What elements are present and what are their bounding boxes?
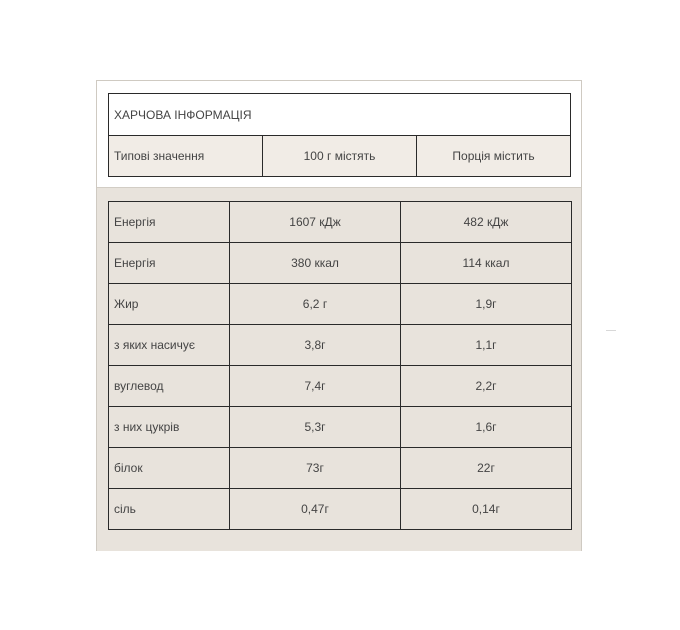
column-header-row xyxy=(109,136,571,177)
column-header-typical-values: Типові значення xyxy=(109,136,263,177)
value-per-100g: 380 ккал xyxy=(230,243,401,284)
value-per-100g: 7,4г xyxy=(230,366,401,407)
divider-mark xyxy=(606,330,616,331)
table-row xyxy=(109,407,572,448)
nutrient-name: з яких насичує xyxy=(109,325,230,366)
table-row xyxy=(109,448,572,489)
value-per-100g: 5,3г xyxy=(230,407,401,448)
nutrient-name: Енергія xyxy=(109,243,230,284)
nutrient-name: білок xyxy=(109,448,230,489)
nutrient-name: Жир xyxy=(109,284,230,325)
nutrient-name: з них цукрів xyxy=(109,407,230,448)
value-per-portion: 1,6г xyxy=(401,407,572,448)
title-row xyxy=(109,94,571,136)
nutrition-title: ХАРЧОВА ІНФОРМАЦІЯ xyxy=(109,94,571,136)
value-per-portion: 114 ккал xyxy=(401,243,572,284)
table-row xyxy=(109,366,572,407)
value-per-100g: 73г xyxy=(230,448,401,489)
value-per-portion: 2,2г xyxy=(401,366,572,407)
value-per-portion: 482 кДж xyxy=(401,202,572,243)
nutrient-name: вуглевод xyxy=(109,366,230,407)
value-per-100g: 3,8г xyxy=(230,325,401,366)
value-per-100g: 1607 кДж xyxy=(230,202,401,243)
value-per-portion: 22г xyxy=(401,448,572,489)
table-row xyxy=(109,202,572,243)
table-row xyxy=(109,489,572,530)
value-per-100g: 0,47г xyxy=(230,489,401,530)
value-per-portion: 1,1г xyxy=(401,325,572,366)
nutrition-panel xyxy=(96,80,582,551)
table-row xyxy=(109,243,572,284)
nutrient-name: Енергія xyxy=(109,202,230,243)
nutrition-header-table xyxy=(108,93,571,177)
value-per-portion: 0,14г xyxy=(401,489,572,530)
value-per-100g: 6,2 г xyxy=(230,284,401,325)
column-header-per-portion: Порція містить xyxy=(417,136,571,177)
column-header-per-100g: 100 г містять xyxy=(263,136,417,177)
nutrition-values-table xyxy=(108,201,572,530)
table-row xyxy=(109,325,572,366)
nutrient-name: сіль xyxy=(109,489,230,530)
value-per-portion: 1,9г xyxy=(401,284,572,325)
table-row xyxy=(109,284,572,325)
